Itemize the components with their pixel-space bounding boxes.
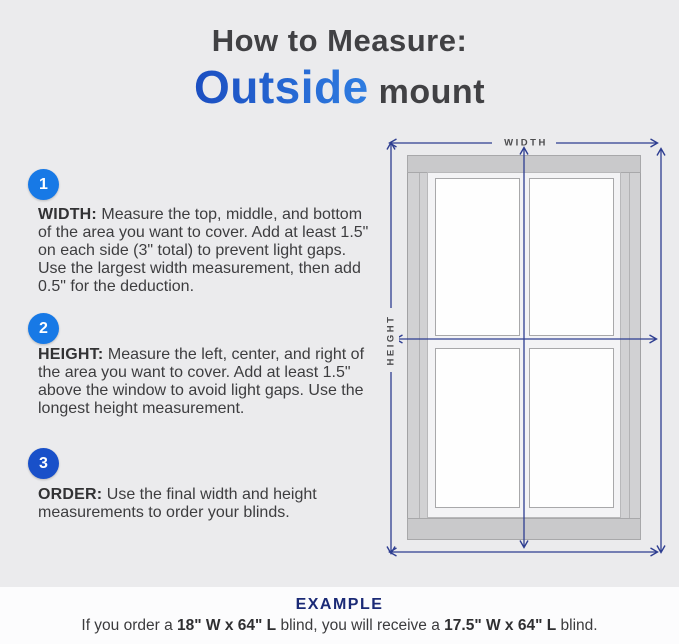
example-part3: blind.	[556, 617, 598, 634]
example-part2: blind, you will receive a	[276, 617, 445, 634]
example-part1: If you order a	[81, 617, 178, 634]
page-title	[0, 24, 679, 113]
step-3-label: ORDER:	[38, 486, 103, 503]
measurement-arrows	[380, 130, 672, 562]
window-measurement-diagram	[380, 130, 672, 562]
example-footer	[0, 587, 679, 644]
step-2-label: HEIGHT:	[38, 346, 104, 363]
step-3-number-badge	[28, 448, 59, 479]
step-1-text	[38, 206, 374, 296]
step-1-number-badge	[28, 169, 59, 200]
step-2-text	[38, 346, 374, 418]
width-arrow-label: WIDTH	[504, 137, 548, 149]
title-line1: How to Measure:	[211, 23, 468, 58]
step-3-number: 3	[39, 454, 48, 472]
step-1-label: WIDTH:	[38, 206, 97, 223]
step-1-number: 1	[39, 175, 48, 193]
step-2-number: 2	[39, 319, 48, 337]
example-sentence	[0, 617, 679, 635]
step-2-body: Measure the left, center, and right of the area you want to cover. Add at least 1.5" above the window to avoid light gaps. Use the longest height measurement.	[38, 346, 365, 417]
example-heading: EXAMPLE	[295, 596, 384, 613]
title-suffix: mount	[368, 72, 486, 111]
step-1-body: Measure the top, middle, and bottom of the area you want to cover. Add at least 1.5" on each side (3" total) to prevent light gaps. Use the largest width measurement, then add 0.5" for the deduction.	[38, 206, 369, 295]
example-received-size: 17.5" W x 64" L	[444, 617, 557, 634]
title-line2	[0, 62, 679, 114]
example-ordered-size: 18" W x 64" L	[177, 617, 277, 634]
step-3-body: Use the final width and height measurements to order your blinds.	[38, 486, 317, 521]
step-3-text	[38, 486, 374, 522]
height-arrow-left	[383, 143, 399, 553]
step-2-number-badge	[28, 313, 59, 344]
height-arrow-label: HEIGHT	[385, 314, 397, 366]
title-highlight: Outside	[193, 60, 369, 113]
